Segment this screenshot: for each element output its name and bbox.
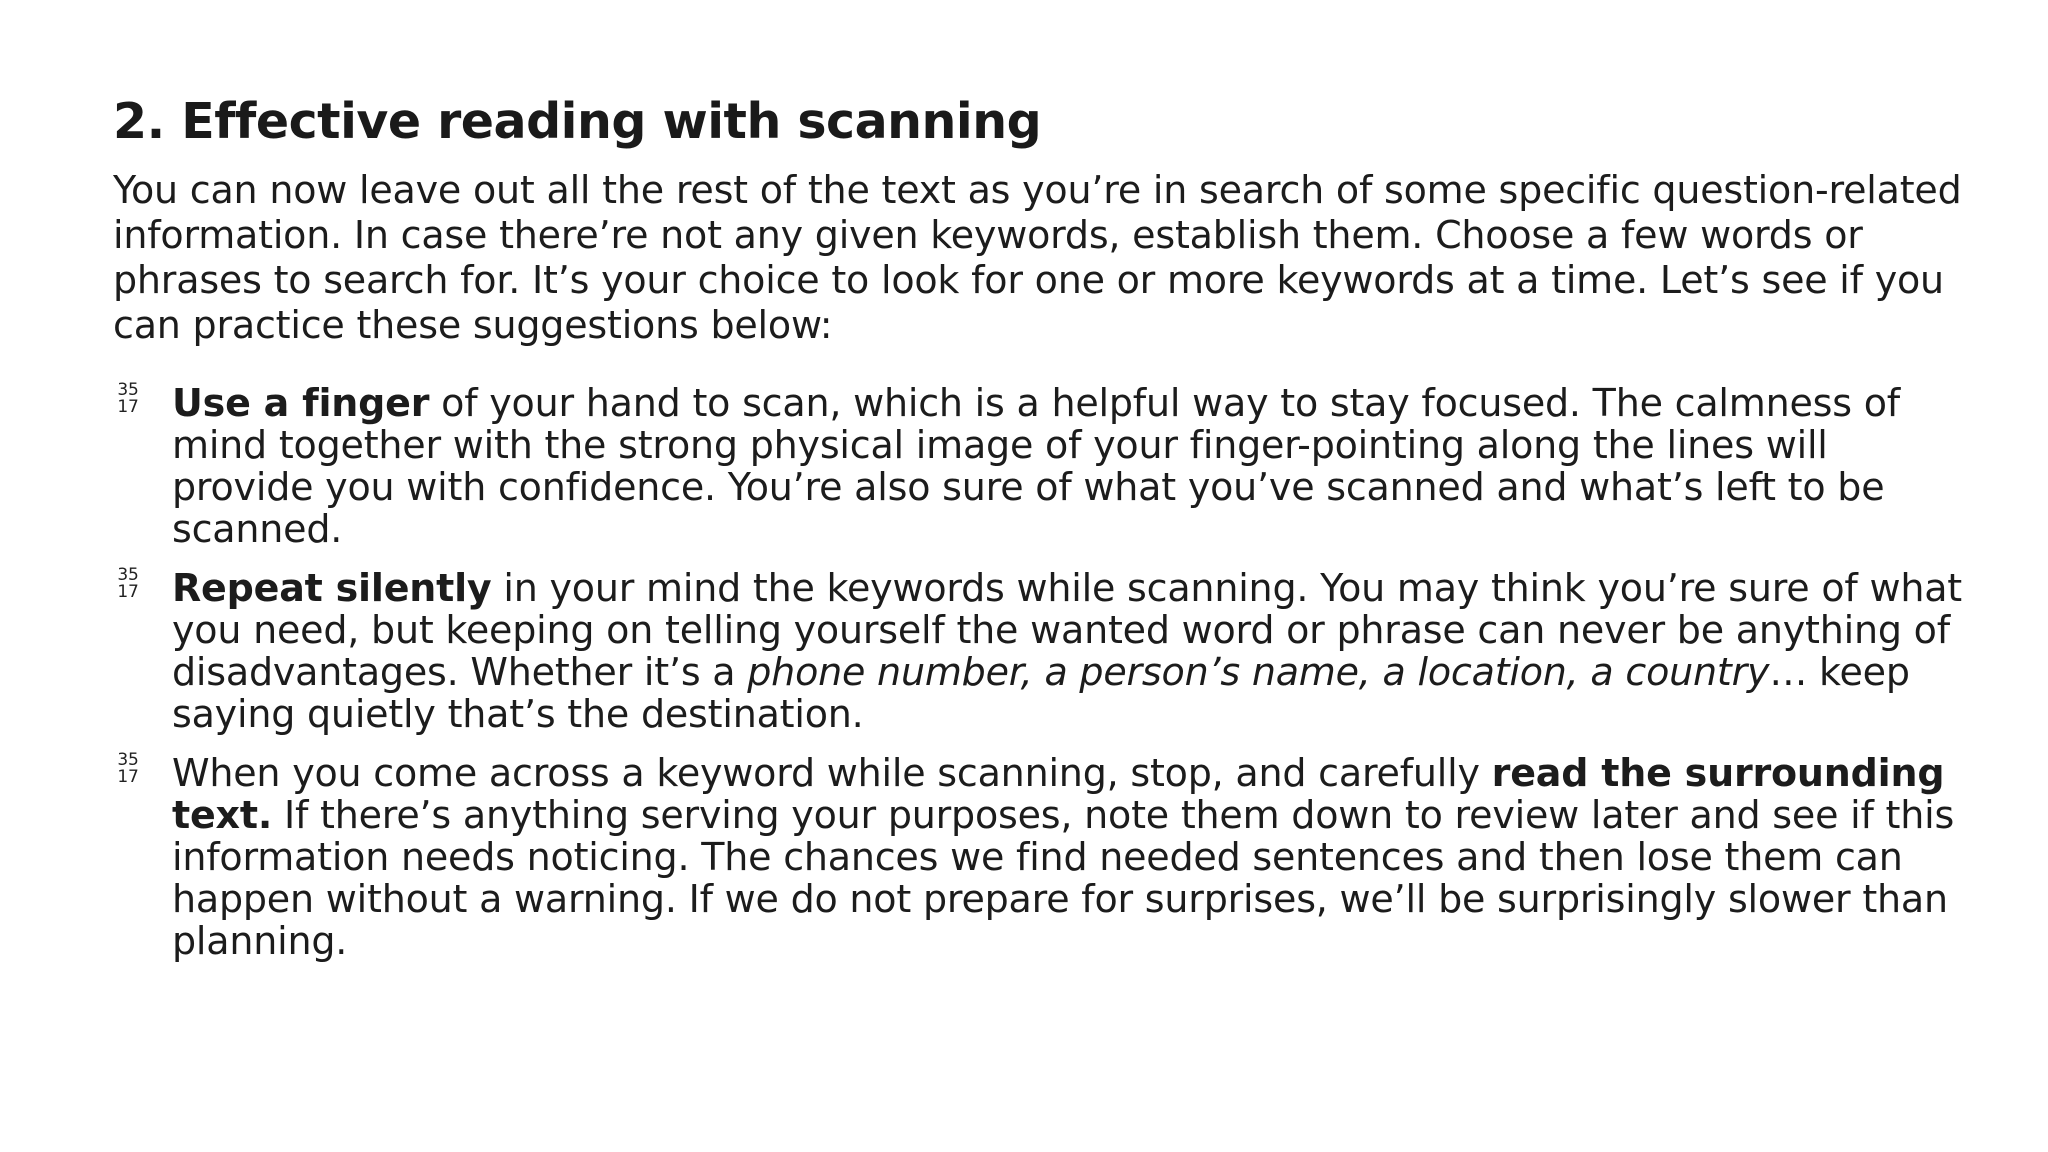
document-page [113,90,1973,979]
bullet-marker-icon: 35 17 [117,380,139,417]
item-text: of your hand to scan, which is a helpful way to stay focused. The calmness of mind together with the strong physical image of your finger-pointing along the lines will provide you with confidence. You’re also sure of what you’ve scanned and what’s left to be scanned. [172,381,1900,551]
bold-phrase: read the surrounding text. [172,751,1945,837]
section-heading: 2. Effective reading with scanning [113,93,1042,150]
list-item [113,567,1973,735]
item-text: … keep saying quietly that’s the destination. [172,650,1910,736]
bullet-marker-icon: 35 17 [117,565,139,602]
bold-lead: Repeat silently [172,566,492,610]
bold-lead: Use a finger [172,381,430,425]
item-text: in your mind the keywords while scanning. You may think you’re sure of what you need, but keeping on telling yourself the wanted word or phrase can never be anything of disadvantages. Whether it’s a [172,566,1963,694]
suggestion-list [113,382,1973,962]
intro-paragraph: You can now leave out all the rest of the text as you’re in search of some specific question-related information. In case there’re not any given keywords, establish them. Choose a few words or phrases to search for. It’s your choice to look for one or more keywords at a time. Let’s see if you can practice these suggestions below: [113,168,1962,347]
italic-examples: phone number, a person’s name, a location, a country [747,650,1770,694]
list-item [113,382,1973,550]
bullet-marker-icon: 35 17 [117,750,139,787]
item-text: If there’s anything serving your purposes, note them down to review later and see if this information needs noticing. The chances we find needed sentences and then lose them can happen without a warning. If we do not prepare for surprises, we’ll be surprisingly slower than planning. [172,793,1955,963]
item-text: When you come across a keyword while scanning, stop, and carefully [172,751,1492,795]
list-item [113,752,1973,962]
